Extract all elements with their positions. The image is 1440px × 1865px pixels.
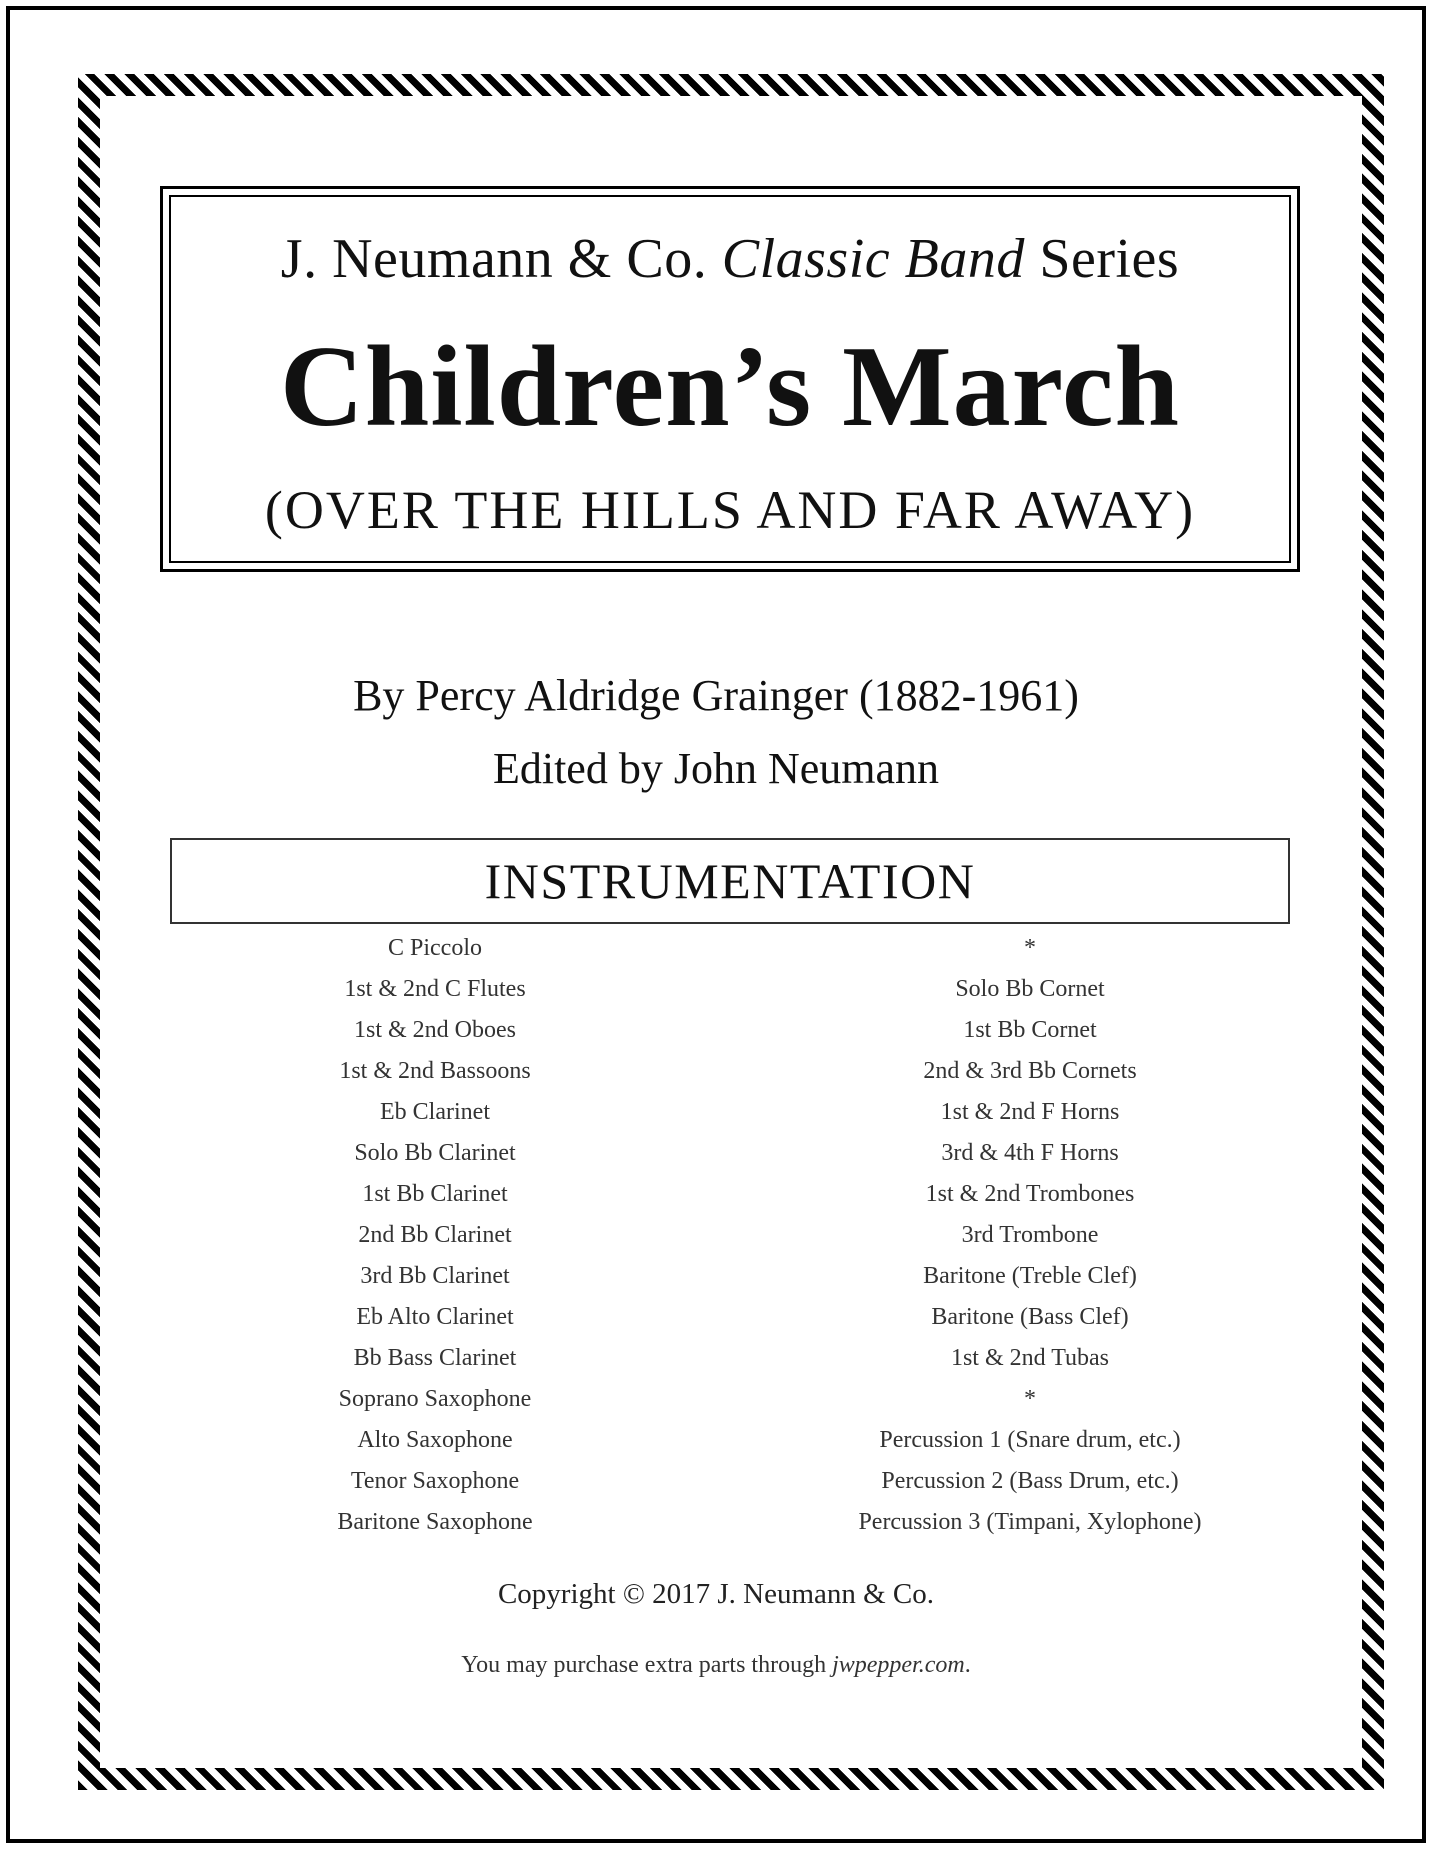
instrument-item: 3rd Trombone — [961, 1222, 1099, 1248]
instrument-item: Baritone (Bass Clef) — [931, 1304, 1129, 1330]
instrument-item: Tenor Saxophone — [350, 1468, 520, 1494]
instrument-item: Percussion 2 (Bass Drum, etc.) — [881, 1468, 1179, 1494]
instrument-item: Solo Bb Cornet — [955, 976, 1105, 1002]
copyright-notice: Copyright © 2017 J. Neumann & Co. — [497, 1578, 935, 1610]
composer-line: By Percy Aldridge Grainger (1882-1961) — [353, 671, 1079, 720]
series-name: Classic Band — [721, 228, 1025, 290]
instrument-item: Bb Bass Clarinet — [353, 1345, 517, 1371]
section-separator: * — [1024, 935, 1036, 961]
instrument-item: 1st & 2nd C Flutes — [344, 976, 526, 1002]
instrumentation-heading: INSTRUMENTATION — [170, 838, 1290, 924]
instrument-item: Solo Bb Clarinet — [354, 1140, 516, 1166]
purchase-notice — [10, 1652, 1422, 1679]
instrument-item: 2nd & 3rd Bb Cornets — [923, 1058, 1137, 1084]
editor-line: Edited by John Neumann — [492, 744, 940, 793]
instrument-item: 1st & 2nd Trombones — [925, 1181, 1135, 1207]
series-suffix: Series — [1039, 228, 1180, 290]
series-publisher: J. Neumann & Co. — [280, 228, 708, 290]
instrument-item: 1st & 2nd F Horns — [940, 1099, 1120, 1125]
instrument-item: Percussion 1 (Snare drum, etc.) — [879, 1427, 1181, 1453]
instrument-list-right — [770, 928, 1290, 1543]
series-line — [171, 227, 1289, 291]
title-box-inner — [169, 195, 1291, 563]
section-separator: * — [1024, 1386, 1036, 1412]
instrument-item: Baritone Saxophone — [337, 1509, 533, 1535]
purchase-end: . — [964, 1652, 971, 1678]
instrument-item: Percussion 3 (Timpani, Xylophone) — [858, 1509, 1202, 1535]
instrument-item: 1st Bb Clarinet — [362, 1181, 508, 1207]
purchase-site: jwpepper.com — [832, 1652, 965, 1678]
instrument-item: 2nd Bb Clarinet — [358, 1222, 512, 1248]
instrument-item: Soprano Saxophone — [338, 1386, 532, 1412]
instrument-item: 1st & 2nd Oboes — [354, 1017, 516, 1043]
instrument-item: Eb Clarinet — [380, 1099, 490, 1125]
purchase-text: You may purchase extra parts through — [461, 1652, 827, 1678]
instrument-item: Eb Alto Clarinet — [356, 1304, 514, 1330]
score-cover-page — [6, 6, 1426, 1843]
page-title: Children’s March — [280, 323, 1180, 451]
instrument-list-left — [210, 928, 660, 1543]
instrument-item: C Piccolo — [388, 935, 482, 961]
instrument-item: 3rd & 4th F Horns — [941, 1140, 1119, 1166]
instrument-item: 1st & 2nd Tubas — [950, 1345, 1110, 1371]
page-subtitle: (OVER THE HILLS AND FAR AWAY) — [264, 480, 1196, 540]
instrument-item: Baritone (Treble Clef) — [923, 1263, 1137, 1289]
instrument-item: 3rd Bb Clarinet — [360, 1263, 510, 1289]
instrument-item: 1st Bb Cornet — [963, 1017, 1097, 1043]
instrument-item: 1st & 2nd Bassoons — [339, 1058, 531, 1084]
title-box — [160, 186, 1300, 572]
instrument-item: Alto Saxophone — [357, 1427, 513, 1453]
